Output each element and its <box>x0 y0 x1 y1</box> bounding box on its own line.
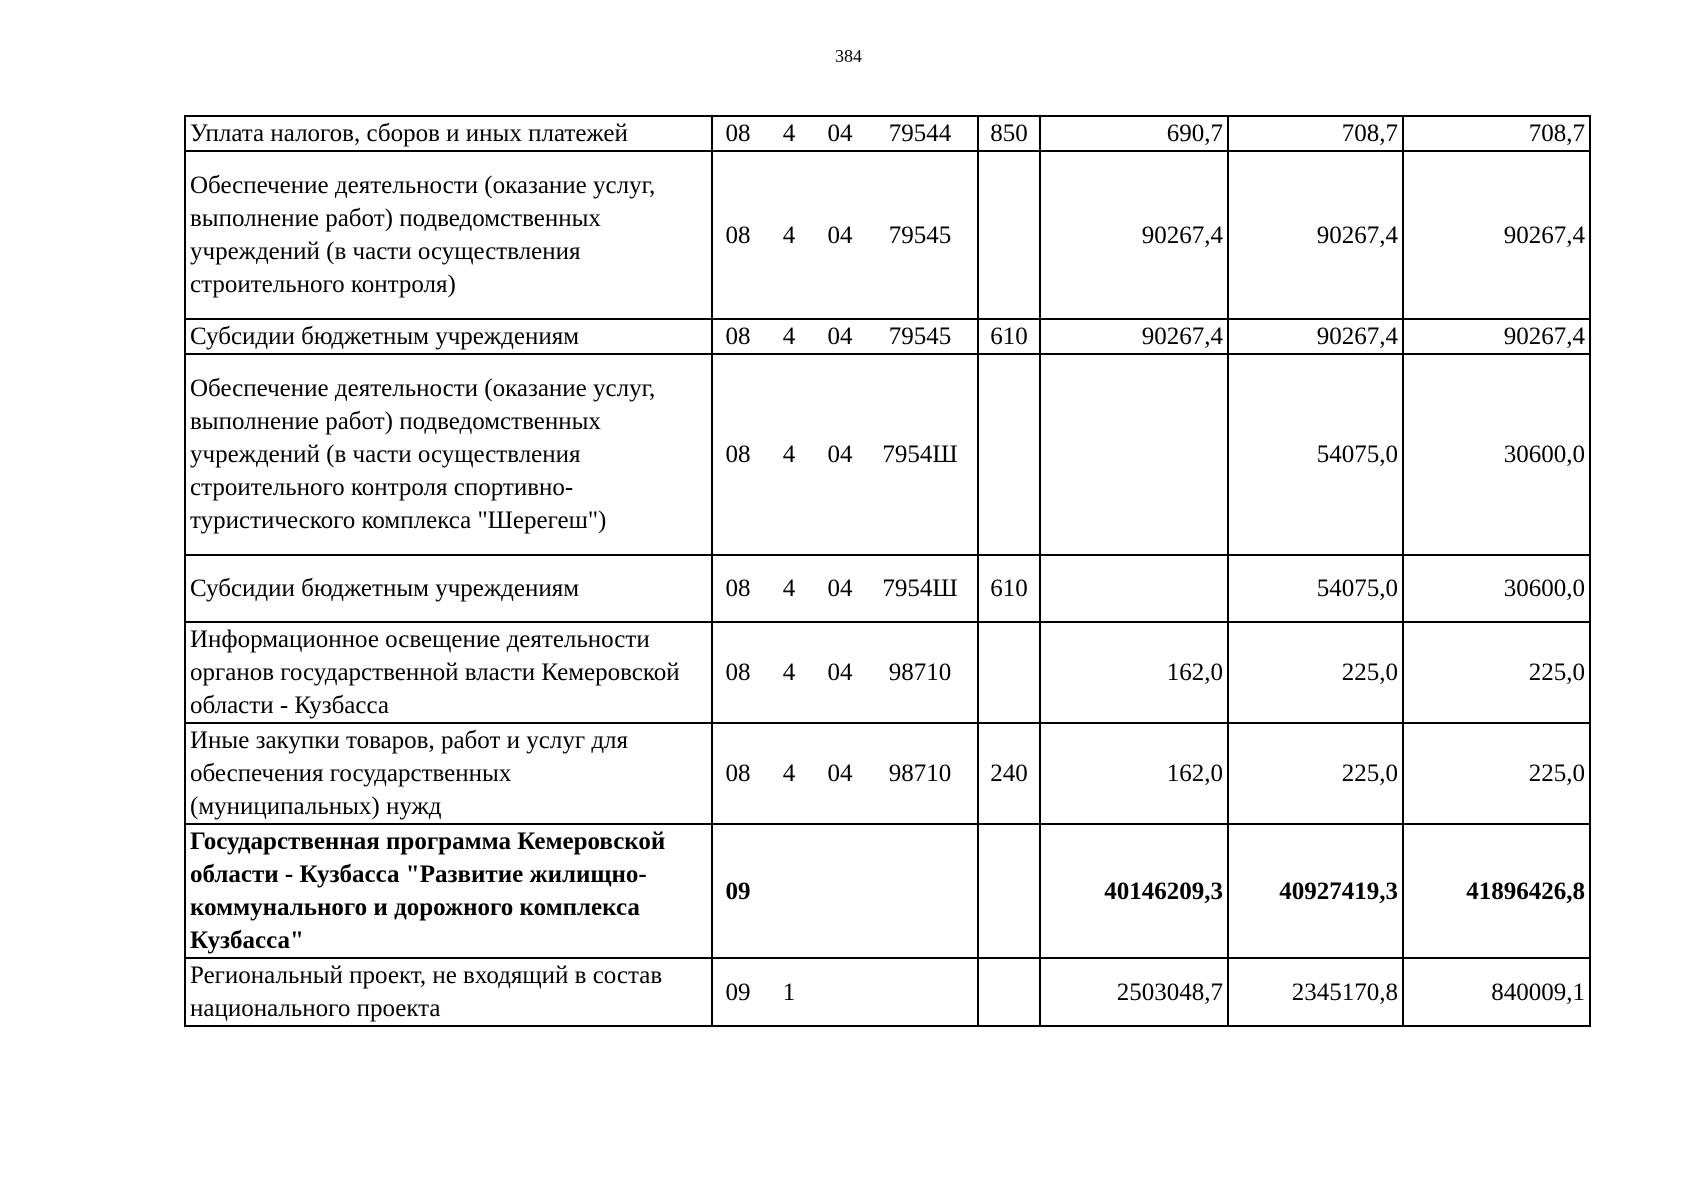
direction-code: 7954Ш <box>882 441 958 468</box>
subprogram-code: 4 <box>782 575 796 602</box>
main-event-code: 04 <box>827 221 853 249</box>
expense-type-code: 610 <box>978 555 1040 622</box>
row-name: Обеспечение деятельности (оказание услуг, выполнение работ) подведомственных учреждений (в части осуществления строительного контроля) <box>185 151 712 319</box>
amount-year-1: 90267,4 <box>1040 319 1228 354</box>
main-event-code: 04 <box>827 575 853 602</box>
amount-year-1 <box>1040 555 1228 622</box>
direction-code: 98710 <box>888 659 952 686</box>
section-code: 09 <box>725 877 751 905</box>
amount-year-2: 54075,0 <box>1228 555 1403 622</box>
row-codes <box>712 116 978 151</box>
table-row <box>185 151 1590 319</box>
amount-year-2: 2345170,8 <box>1228 958 1403 1026</box>
subprogram-code: 4 <box>782 221 796 249</box>
amount-year-1: 162,0 <box>1040 622 1228 723</box>
row-codes <box>712 824 978 958</box>
amount-year-3: 840009,1 <box>1403 958 1590 1026</box>
budget-table <box>184 115 1591 1027</box>
row-name: Субсидии бюджетным учреждениям <box>185 319 712 354</box>
row-codes <box>712 555 978 622</box>
subprogram-code: 4 <box>782 760 796 787</box>
page-number: 384 <box>835 46 862 66</box>
row-name: Субсидии бюджетным учреждениям <box>185 555 712 622</box>
direction-code: 79545 <box>888 323 952 350</box>
amount-year-1 <box>1040 354 1228 555</box>
amount-year-2: 40927419,3 <box>1228 824 1403 958</box>
subprogram-code: 4 <box>782 659 796 686</box>
direction-code: 79545 <box>888 221 952 249</box>
amount-year-3: 30600,0 <box>1403 555 1590 622</box>
row-codes <box>712 319 978 354</box>
expense-type-code <box>978 151 1040 319</box>
amount-year-1: 90267,4 <box>1040 151 1228 319</box>
table-row <box>185 723 1590 824</box>
section-code: 08 <box>725 760 751 787</box>
amount-year-3: 708,7 <box>1403 116 1590 151</box>
amount-year-2: 90267,4 <box>1228 151 1403 319</box>
section-code: 08 <box>725 659 751 686</box>
table-row <box>185 116 1590 151</box>
section-code: 09 <box>725 978 751 1006</box>
expense-type-code <box>978 958 1040 1026</box>
row-name: Обеспечение деятельности (оказание услуг, выполнение работ) подведомственных учреждений (в части осуществления строительного контроля спортивно-туристического комплекса "Шерегеш") <box>185 354 712 555</box>
row-codes <box>712 723 978 824</box>
amount-year-2: 90267,4 <box>1228 319 1403 354</box>
main-event-code: 04 <box>827 441 853 468</box>
expense-type-code <box>978 354 1040 555</box>
amount-year-2: 225,0 <box>1228 723 1403 824</box>
amount-year-1: 162,0 <box>1040 723 1228 824</box>
row-codes <box>712 622 978 723</box>
row-name: Информационное освещение деятельности органов государственной власти Кемеровской области - Кузбасса <box>185 622 712 723</box>
amount-year-1: 40146209,3 <box>1040 824 1228 958</box>
main-event-code: 04 <box>827 659 853 686</box>
section-code: 08 <box>725 441 751 468</box>
expense-type-code: 610 <box>978 319 1040 354</box>
table-row <box>185 555 1590 622</box>
main-event-code: 04 <box>827 323 853 350</box>
row-name: Государственная программа Кемеровской области - Кузбасса "Развитие жилищно-коммунального и дорожного комплекса Кузбасса" <box>185 824 712 958</box>
row-name: Иные закупки товаров, работ и услуг для обеспечения государственных (муниципальных) нужд <box>185 723 712 824</box>
direction-code: 79544 <box>888 120 952 147</box>
expense-type-code <box>978 622 1040 723</box>
amount-year-3: 90267,4 <box>1403 151 1590 319</box>
section-code: 08 <box>725 221 751 249</box>
main-event-code: 04 <box>827 760 853 787</box>
section-code: 08 <box>725 323 751 350</box>
direction-code: 98710 <box>888 760 952 787</box>
amount-year-2: 54075,0 <box>1228 354 1403 555</box>
amount-year-3: 30600,0 <box>1403 354 1590 555</box>
subprogram-code: 4 <box>782 120 796 147</box>
table-row <box>185 319 1590 354</box>
subprogram-code: 4 <box>782 441 796 468</box>
row-name: Уплата налогов, сборов и иных платежей <box>185 116 712 151</box>
table-row <box>185 622 1590 723</box>
section-code: 08 <box>725 575 751 602</box>
table-row <box>185 958 1590 1026</box>
subprogram-code: 1 <box>782 978 796 1006</box>
row-codes <box>712 354 978 555</box>
amount-year-1: 2503048,7 <box>1040 958 1228 1026</box>
amount-year-2: 225,0 <box>1228 622 1403 723</box>
subprogram-code: 4 <box>782 323 796 350</box>
expense-type-code <box>978 824 1040 958</box>
row-codes <box>712 958 978 1026</box>
amount-year-2: 708,7 <box>1228 116 1403 151</box>
table-row <box>185 824 1590 958</box>
expense-type-code: 240 <box>978 723 1040 824</box>
section-code: 08 <box>725 120 751 147</box>
direction-code: 7954Ш <box>882 575 958 602</box>
amount-year-1: 690,7 <box>1040 116 1228 151</box>
amount-year-3: 225,0 <box>1403 723 1590 824</box>
amount-year-3: 41896426,8 <box>1403 824 1590 958</box>
table-row <box>185 354 1590 555</box>
expense-type-code: 850 <box>978 116 1040 151</box>
row-name: Региональный проект, не входящий в состав национального проекта <box>185 958 712 1026</box>
amount-year-3: 225,0 <box>1403 622 1590 723</box>
main-event-code: 04 <box>827 120 853 147</box>
amount-year-3: 90267,4 <box>1403 319 1590 354</box>
row-codes <box>712 151 978 319</box>
